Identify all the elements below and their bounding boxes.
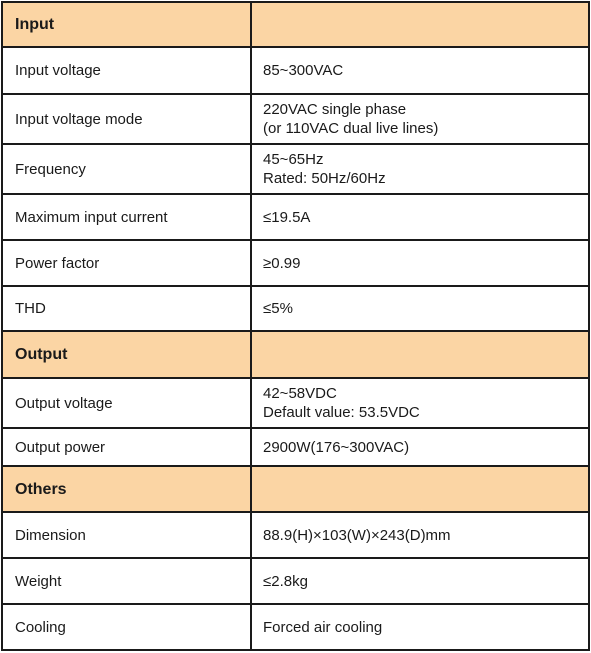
spec-value: ≤5% (251, 286, 589, 331)
table-row (2, 558, 589, 604)
table-row (2, 286, 589, 331)
spec-label: Maximum input current (2, 194, 251, 240)
table-row (2, 604, 589, 650)
table-row (2, 94, 589, 144)
section-header-fill (251, 2, 589, 47)
spec-label: Weight (2, 558, 251, 604)
spec-value: ≤2.8kg (251, 558, 589, 604)
table-row (2, 194, 589, 240)
table-row (2, 47, 589, 94)
section-title: Input (2, 2, 251, 47)
spec-label: Output power (2, 428, 251, 466)
spec-table-body (2, 2, 589, 650)
section-header-others (2, 466, 589, 512)
spec-value: Forced air cooling (251, 604, 589, 650)
spec-label: Dimension (2, 512, 251, 558)
table-row (2, 378, 589, 428)
spec-value: 45~65Hz Rated: 50Hz/60Hz (251, 144, 589, 194)
spec-value: 2900W(176~300VAC) (251, 428, 589, 466)
spec-table (1, 1, 590, 651)
table-row (2, 428, 589, 466)
table-row (2, 512, 589, 558)
spec-label: THD (2, 286, 251, 331)
section-header-fill (251, 331, 589, 378)
spec-label: Output voltage (2, 378, 251, 428)
spec-label: Frequency (2, 144, 251, 194)
section-header-fill (251, 466, 589, 512)
spec-value: ≤19.5A (251, 194, 589, 240)
spec-value: 220VAC single phase (or 110VAC dual live lines) (251, 94, 589, 144)
spec-value: ≥0.99 (251, 240, 589, 286)
section-header-output (2, 331, 589, 378)
spec-value: 88.9(H)×103(W)×243(D)mm (251, 512, 589, 558)
section-header-input (2, 2, 589, 47)
spec-label: Power factor (2, 240, 251, 286)
spec-label: Input voltage mode (2, 94, 251, 144)
spec-label: Cooling (2, 604, 251, 650)
spec-label: Input voltage (2, 47, 251, 94)
table-row (2, 240, 589, 286)
section-title: Others (2, 466, 251, 512)
spec-value: 85~300VAC (251, 47, 589, 94)
section-title: Output (2, 331, 251, 378)
spec-value: 42~58VDC Default value: 53.5VDC (251, 378, 589, 428)
table-row (2, 144, 589, 194)
